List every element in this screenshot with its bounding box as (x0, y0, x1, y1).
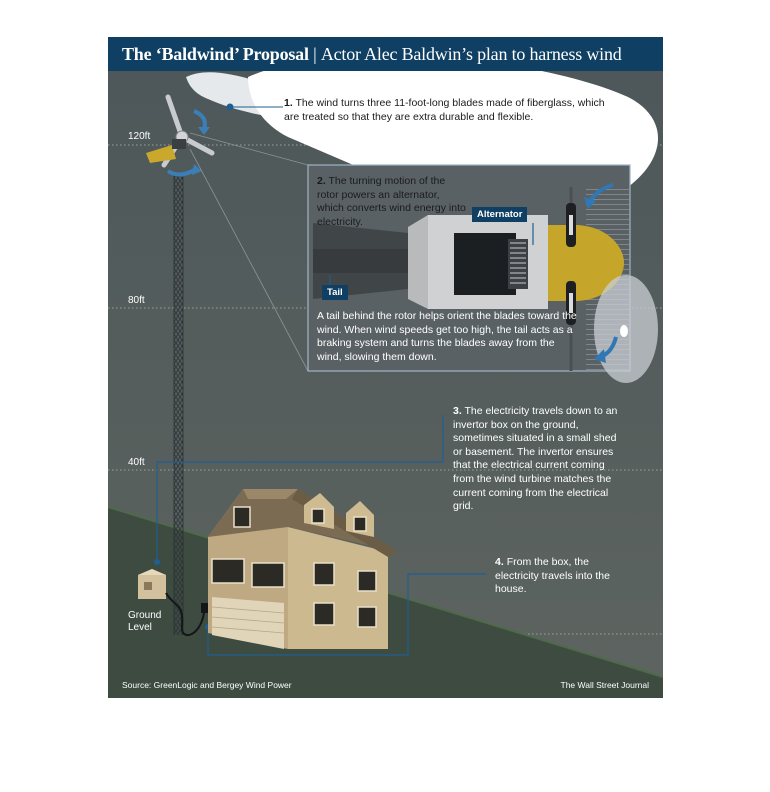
title-sub: Actor Alec Baldwin’s plan to harness wind (320, 44, 622, 64)
tower (174, 175, 183, 635)
source-note: Source: GreenLogic and Bergey Wind Power (122, 680, 292, 690)
title-bar (108, 37, 663, 71)
step-3-text: 3. The electricity travels down to an invertor box on the ground, sometimes situated in a small shed or basement. The invertor ensures that the electrical current coming from the wind turbine matches the current coming from the electrical grid. (453, 405, 618, 513)
altitude-label-40: 40ft (128, 457, 145, 468)
altitude-label-80: 80ft (128, 295, 145, 306)
title-separator: | (313, 44, 317, 64)
step-2-text: 2. The turning motion of the rotor powers an alternator, which converts wind energy into electricity. (317, 175, 466, 228)
page-title (122, 44, 622, 65)
nacelle (172, 139, 186, 149)
credit-note: The Wall Street Journal (560, 680, 649, 690)
ground-level-label: Ground Level (128, 610, 162, 633)
illustration (108, 37, 663, 698)
alternator (508, 239, 528, 289)
power-outlet (201, 603, 208, 613)
tail-note: A tail behind the rotor helps orient the blades toward the wind. When wind speeds get too high, the tail acts as a braking system and turns the blades away from the wind, slowing them down. (317, 310, 577, 363)
step-1-text: 1. The wind turns three 11-foot-long blades made of fiberglass, which are treated so that they are extra durable and flexible. (284, 97, 605, 123)
title-main: The ‘Baldwind’ Proposal (122, 44, 309, 64)
altitude-label-120: 120ft (128, 131, 151, 142)
tail-label: Tail (322, 285, 348, 300)
alternator-label: Alternator (472, 207, 527, 222)
house (208, 489, 398, 649)
invertor-box (138, 569, 166, 599)
infographic (108, 37, 663, 698)
step-4-text: 4. From the box, the electricity travels into the house. (495, 556, 610, 596)
alternator-housing (454, 233, 516, 295)
